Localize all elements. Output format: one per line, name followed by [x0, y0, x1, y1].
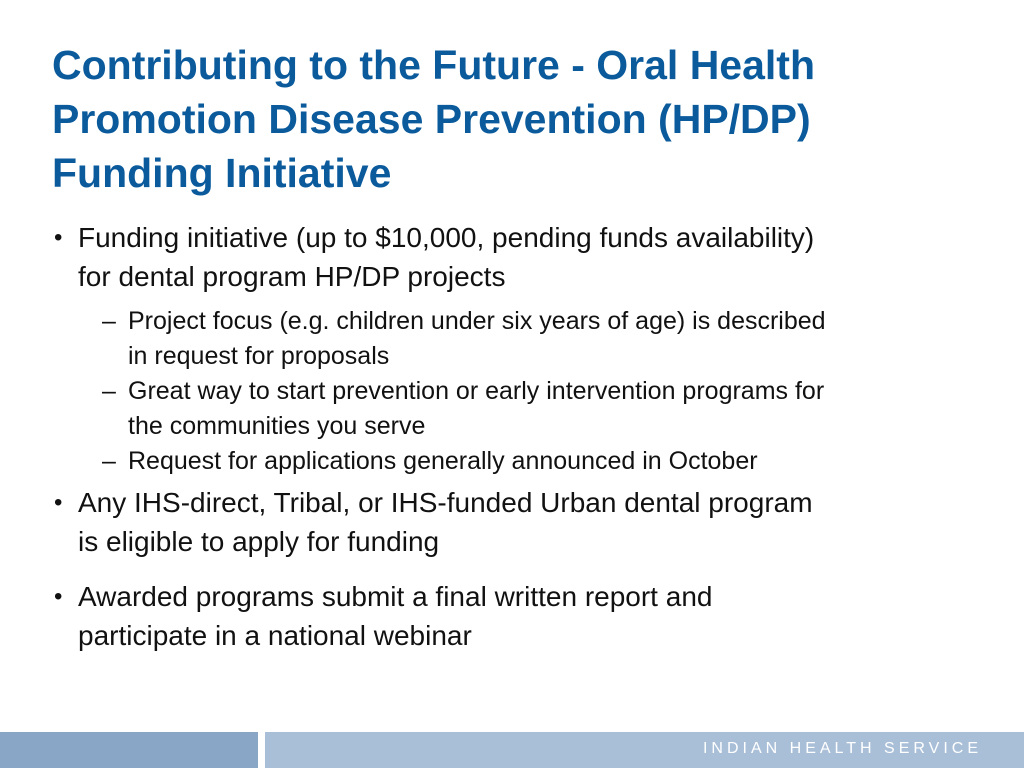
sub-bullet-line: in request for proposals — [128, 342, 390, 370]
sub-bullet-prevention-programs — [78, 374, 952, 444]
bullet-text — [78, 577, 952, 655]
bullet-line: for dental program HP/DP projects — [78, 261, 506, 292]
title-line-3: Funding Initiative — [52, 150, 392, 196]
bullet-list — [52, 218, 952, 655]
sub-bullet-line: Project focus (e.g. children under six years of age) is described — [128, 307, 826, 335]
slide-title — [52, 38, 972, 200]
sub-bullet-line: Request for applications generally announced in October — [128, 447, 758, 475]
bullet-eligibility — [52, 483, 952, 561]
title-line-2: Promotion Disease Prevention (HP/DP) — [52, 96, 811, 142]
sub-bullet-project-focus — [78, 304, 952, 374]
bullet-line: is eligible to apply for funding — [78, 526, 440, 557]
bullet-line: Any IHS-direct, Tribal, or IHS-funded Urban dental program — [78, 487, 813, 518]
dash-icon: – — [102, 307, 116, 335]
bullet-dot-icon: • — [54, 583, 63, 610]
dash-icon: – — [102, 447, 116, 475]
bullet-dot-icon: • — [54, 224, 63, 251]
sub-bullet-line: the communities you serve — [128, 412, 426, 440]
bullet-line: Funding initiative (up to $10,000, pending funds availability) — [78, 222, 815, 253]
bullet-line: Awarded programs submit a final written report and — [78, 581, 713, 612]
sub-bullet-line: Great way to start prevention or early intervention programs for — [128, 377, 825, 405]
bullet-text — [78, 218, 952, 296]
bullet-awarded-programs — [52, 577, 952, 655]
bullet-dot-icon: • — [54, 489, 63, 516]
sub-bullet-applications-october — [78, 444, 952, 479]
sub-bullet-list — [78, 304, 952, 479]
bullet-line: participate in a national webinar — [78, 620, 472, 651]
title-line-1: Contributing to the Future - Oral Health — [52, 42, 816, 88]
footer-left-block — [0, 732, 258, 768]
bullet-funding-initiative — [52, 218, 952, 479]
bullet-text — [78, 483, 952, 561]
organization-name: INDIAN HEALTH SERVICE — [702, 740, 982, 757]
footer-right-block — [265, 732, 1024, 768]
dash-icon: – — [102, 377, 116, 405]
footer-bar — [0, 732, 1024, 768]
